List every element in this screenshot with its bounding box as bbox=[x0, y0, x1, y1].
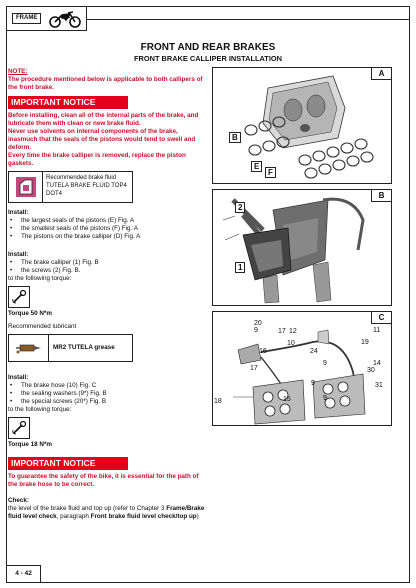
list-item: • The brake hose (10) Fig. C bbox=[8, 382, 206, 390]
part-number: 17 bbox=[278, 328, 286, 335]
page-number: 4 - 42 bbox=[7, 565, 41, 582]
important-notice-banner: IMPORTANT NOTICE bbox=[8, 457, 128, 470]
figure-b bbox=[212, 189, 392, 306]
part-number: 11 bbox=[373, 327, 381, 334]
note-heading: NOTE: bbox=[8, 68, 28, 75]
torque-instruction: to the following torque: bbox=[8, 406, 72, 413]
instructions-column bbox=[8, 68, 206, 521]
notice-line: Before installing, clean all of the internal parts of the brake, and lubricate them with clean or new brake fluid. bbox=[8, 112, 199, 128]
notice-text: To guarantee the safety of the bike, it is essential for the path of the brake hose to be correct. bbox=[8, 472, 199, 489]
lubricant-box bbox=[8, 334, 133, 362]
list-item: • The pistons on the brake calliper (D) Fig. A bbox=[8, 233, 206, 241]
part-number: 10 bbox=[287, 340, 295, 347]
lubricant-product: MR2 TUTELA grease bbox=[53, 343, 115, 351]
torque-value: Torque 18 N*m bbox=[8, 441, 52, 449]
note-text: The procedure mentioned below is applicable to both callipers of the front brake. bbox=[8, 76, 203, 92]
brake-fluid-icon bbox=[9, 172, 43, 202]
list-item: • the sealing washers (9*) Fig. B bbox=[8, 390, 206, 398]
part-number: 9 bbox=[323, 360, 327, 367]
section-label: FRAME bbox=[12, 13, 41, 25]
calliper-exploded-drawing bbox=[213, 68, 391, 183]
part-number: 24 bbox=[310, 348, 318, 355]
list-item: • the smallest seals of the pistons (F) Fig. A bbox=[8, 225, 206, 233]
label-e: E bbox=[251, 161, 262, 172]
label-1: 1 bbox=[235, 262, 245, 273]
torque-value: Torque 50 N*m bbox=[8, 309, 52, 317]
torque-wrench-icon bbox=[8, 417, 30, 439]
install-heading: Install: bbox=[8, 209, 29, 217]
notice-line: Never use solvents on internal components of the brake, inasmuch that the seals of the pistons would tend to swell and deform. bbox=[8, 128, 196, 152]
label-2: 2 bbox=[235, 202, 245, 213]
figure-c bbox=[212, 311, 392, 426]
figure-tag: A bbox=[371, 68, 391, 80]
part-number: 15 bbox=[283, 396, 291, 403]
lubricant-label: Recommended lubricant bbox=[8, 322, 77, 330]
part-number: 14 bbox=[373, 360, 381, 367]
figure-tag: C bbox=[371, 312, 391, 324]
part-number: 9 bbox=[254, 327, 258, 334]
list-item: • The brake calliper (1) Fig. B bbox=[8, 259, 206, 267]
fluid-label: Recommended brake fluid bbox=[46, 175, 117, 182]
label-b: B bbox=[229, 132, 241, 143]
torque-instruction: to the following torque: bbox=[8, 274, 72, 282]
figure-a bbox=[212, 67, 392, 184]
part-number: 30 bbox=[367, 367, 375, 374]
part-number: 20 bbox=[254, 320, 262, 327]
figure-tag: B bbox=[371, 190, 391, 202]
header-rule bbox=[87, 19, 410, 20]
part-number: 18 bbox=[214, 398, 222, 405]
list-item: • the screws (2) Fig. B. bbox=[8, 267, 206, 275]
part-number: 16 bbox=[259, 348, 267, 355]
motorcycle-icon bbox=[48, 10, 82, 28]
label-f: F bbox=[265, 167, 276, 178]
fluid-product: TUTELA BRAKE FLUID TOP4 bbox=[46, 183, 127, 190]
part-number: 9 bbox=[311, 380, 315, 387]
grease-icon bbox=[9, 335, 49, 361]
list-item: • the largest seals of the pistons (E) Fig. A bbox=[8, 217, 206, 225]
part-number: 31 bbox=[375, 382, 383, 389]
page-subtitle: FRONT BRAKE CALLIPER INSTALLATION bbox=[134, 54, 282, 63]
install-list bbox=[8, 382, 206, 406]
part-number: 12 bbox=[289, 328, 297, 335]
brake-hose-drawing bbox=[213, 312, 391, 425]
fluid-grade: DOT4 bbox=[46, 190, 63, 197]
notice-line: Every time the brake calliper is removed, replace the piston gaskets. bbox=[8, 152, 186, 168]
part-number: 17 bbox=[250, 365, 258, 372]
part-number: 9 bbox=[323, 395, 327, 402]
part-number: 19 bbox=[361, 339, 369, 346]
torque-wrench-icon bbox=[8, 286, 30, 308]
page-title: FRONT AND REAR BRAKES bbox=[140, 42, 276, 53]
check-text: the level of the brake fluid and top up (refer to Chapter 3 Frame/Brake fluid level check, paragraph Front brake fluid level check/top up) bbox=[8, 505, 205, 521]
check-heading: Check: bbox=[8, 497, 29, 505]
list-item: • the special screws (20*) Fig. B bbox=[8, 398, 206, 406]
important-notice-banner: IMPORTANT NOTICE bbox=[8, 96, 128, 109]
install-heading: Install: bbox=[8, 373, 29, 381]
install-list bbox=[8, 259, 206, 275]
brake-fluid-box bbox=[8, 171, 133, 203]
install-heading: Install: bbox=[8, 250, 29, 258]
install-list bbox=[8, 217, 206, 241]
